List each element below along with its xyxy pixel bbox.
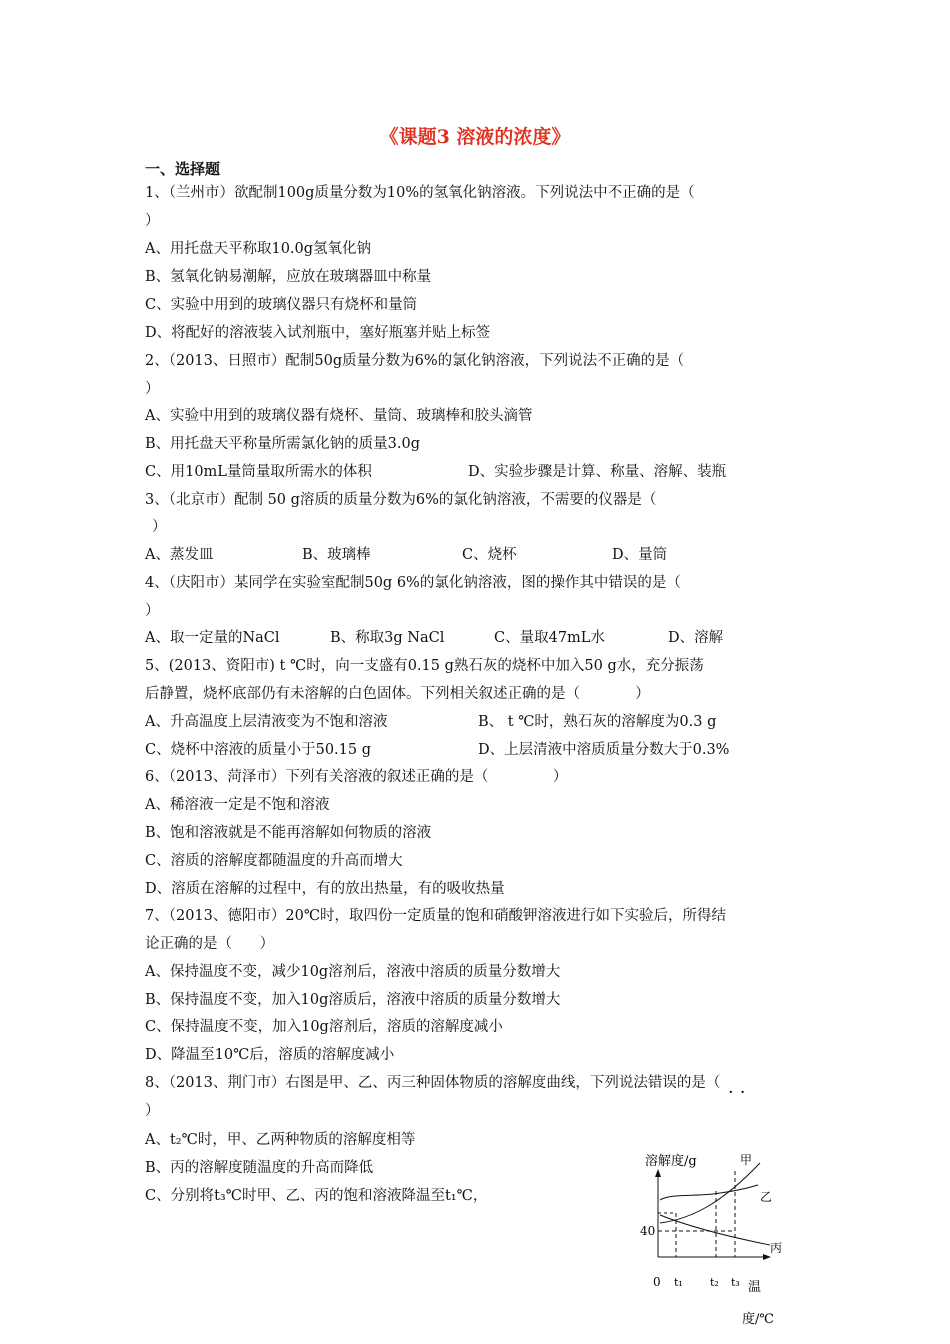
q3-option-d: D、量筒 xyxy=(612,547,668,563)
q2-option-c: C、用10mL量筒量取所需水的体积 xyxy=(145,464,372,480)
curve-label-yi: 乙 xyxy=(760,1190,773,1204)
x-axis-label-part1: 温 xyxy=(748,1280,762,1295)
q8-close: ） xyxy=(145,1103,160,1119)
curve-yi xyxy=(660,1185,758,1200)
q3-close: ） xyxy=(152,519,167,535)
q6-option-c: C、溶质的溶解度都随温度的升高而增大 xyxy=(145,853,403,869)
q2-close: ） xyxy=(145,381,160,397)
q2-stem: 2、（2013、日照市）配制50g质量分数为6%的氯化钠溶液，下列说法不正确的是（ xyxy=(145,353,685,369)
x-tick-t2: t₂ xyxy=(710,1276,719,1289)
q8-option-c: C、分别将t₃℃时甲、乙、丙的饱和溶液降温至t₁℃， xyxy=(145,1188,488,1204)
q4-option-d: D、溶解 xyxy=(668,630,724,646)
q6-option-d: D、溶质在溶解的过程中，有的放出热量，有的吸收热量 xyxy=(145,881,505,897)
q6-option-a: A、稀溶液一定是不饱和溶液 xyxy=(145,797,330,813)
q5-option-c: C、烧杯中溶液的质量小于50.15 g xyxy=(145,742,371,758)
q3-stem: 3、（北京市）配制 50 g溶质的质量分数为6%的氯化钠溶液，不需要的仪器是（ xyxy=(145,492,657,508)
q5-stem-line1: 5、(2013、资阳市) t ℃时，向一支盛有0.15 g熟石灰的烧杯中加入50 g水，充分振荡 xyxy=(145,658,704,674)
q6-stem: 6、（2013、菏泽市）下列有关溶液的叙述正确的是（ ） xyxy=(145,769,568,785)
q3-option-a: A、蒸发皿 xyxy=(145,547,214,563)
q5-option-d: D、上层清液中溶质质量分数大于0.3% xyxy=(478,742,730,758)
q4-option-a: A、取一定量的NaCl xyxy=(145,630,280,646)
q1-close: ） xyxy=(145,213,160,229)
emphasis-dots: ·· xyxy=(728,1082,752,1103)
q2-option-d: D、实验步骤是计算、称量、溶解、装瓶 xyxy=(468,464,727,480)
x-tick-t1: t₁ xyxy=(674,1276,683,1289)
q8-option-b: B、丙的溶解度随温度的升高而降低 xyxy=(145,1160,374,1176)
q8-option-a: A、t₂℃时，甲、乙两种物质的溶解度相等 xyxy=(145,1132,416,1148)
q2-option-a: A、实验中用到的玻璃仪器有烧杯、量筒、玻璃棒和胶头滴管 xyxy=(145,408,533,424)
section-heading: 一、选择题 xyxy=(145,160,221,178)
q4-option-c: C、量取47mL水 xyxy=(494,630,605,646)
q6-option-b: B、饱和溶液就是不能再溶解如何物质的溶液 xyxy=(145,825,432,841)
q5-option-b: B、 t ℃时，熟石灰的溶解度为0.3 g xyxy=(478,714,717,730)
q4-option-b: B、称取3g NaCl xyxy=(330,630,445,646)
q1-option-d: D、将配好的溶液装入试剂瓶中，塞好瓶塞并贴上标签 xyxy=(145,325,491,341)
q1-stem: 1、（兰州市）欲配制100g质量分数为10%的氢氧化钠溶液。下列说法中不正确的是（ xyxy=(145,185,695,201)
q7-stem-line1: 7、（2013、德阳市）20℃时，取四份一定质量的饱和硝酸钾溶液进行如下实验后，所得结 xyxy=(145,908,727,924)
curve-label-jia: 甲 xyxy=(740,1153,753,1167)
q5-stem-line2: 后静置，烧杯底部仍有未溶解的白色固体。下列相关叙述正确的是（ ） xyxy=(145,686,650,702)
q7-stem-line2: 论正确的是（ ） xyxy=(145,936,275,952)
q5-option-a: A、升高温度上层清液变为不饱和溶液 xyxy=(145,714,388,730)
q1-option-b: B、氢氧化钠易潮解，应放在玻璃器皿中称量 xyxy=(145,269,432,285)
q3-option-c: C、烧杯 xyxy=(462,547,517,563)
q1-option-c: C、实验中用到的玻璃仪器只有烧杯和量筒 xyxy=(145,297,418,313)
q4-close: ） xyxy=(145,603,160,619)
q7-option-b: B、保持温度不变，加入10g溶质后，溶液中溶质的质量分数增大 xyxy=(145,992,561,1008)
y-axis-label: 溶解度/g xyxy=(645,1154,697,1169)
q7-option-d: D、降温至10℃后，溶质的溶解度减小 xyxy=(145,1047,395,1063)
y-tick-40: 40 xyxy=(640,1224,656,1238)
q7-option-a: A、保持温度不变，减少10g溶剂后，溶液中溶质的质量分数增大 xyxy=(145,964,561,980)
q8-stem: 8、（2013、荆门市）右图是甲、乙、丙三种固体物质的溶解度曲线，下列说法错误的是（ xyxy=(145,1075,721,1091)
solubility-curve-diagram xyxy=(630,1145,800,1335)
x-tick-t3: t₃ xyxy=(731,1276,740,1289)
q2-option-b: B、用托盘天平称量所需氯化钠的质量3.0g xyxy=(145,436,420,452)
q1-option-a: A、用托盘天平称取10.0g氢氧化钠 xyxy=(145,241,372,257)
y-axis-arrow xyxy=(655,1169,661,1177)
curve-jia xyxy=(660,1163,760,1223)
q4-stem: 4、（庆阳市）某同学在实验室配制50g 6%的氯化钠溶液，图的操作其中错误的是（ xyxy=(145,575,681,591)
origin-label: 0 xyxy=(653,1275,661,1289)
page-title: 《课题3 溶液的浓度》 xyxy=(379,126,571,148)
x-axis-label-part2: 度/℃ xyxy=(742,1312,774,1327)
q7-option-c: C、保持温度不变，加入10g溶剂后，溶质的溶解度减小 xyxy=(145,1019,503,1035)
curve-label-bing: 丙 xyxy=(770,1241,783,1255)
q3-option-b: B、玻璃棒 xyxy=(302,547,371,563)
